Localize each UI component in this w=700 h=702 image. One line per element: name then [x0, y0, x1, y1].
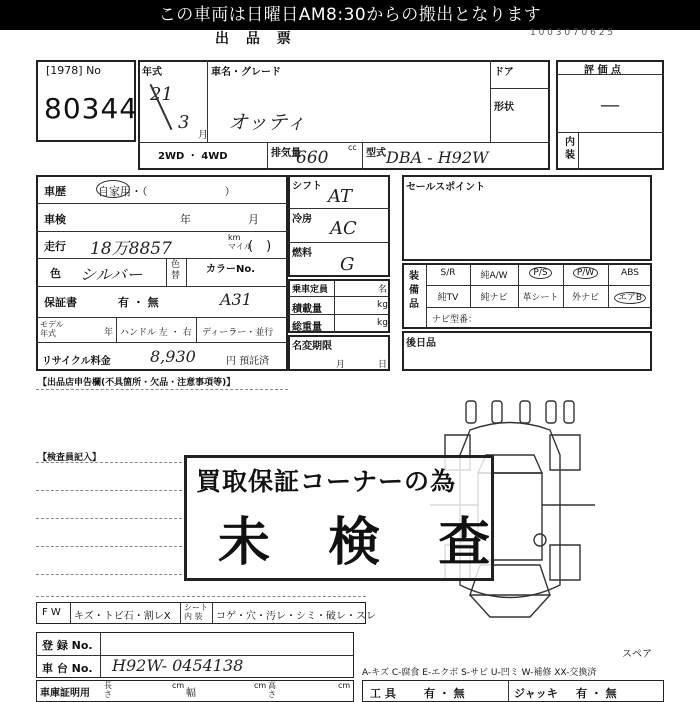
year-value: 21	[150, 84, 173, 105]
equip-power-windows-text: P/W	[573, 267, 598, 279]
equip-tv: 純TV	[437, 293, 459, 303]
displacement-value: 660	[296, 148, 329, 168]
equip-power-steering-text: P/S	[529, 267, 551, 279]
name-change-month: 月	[336, 360, 346, 370]
sales-point-label: セールスポイント	[406, 182, 486, 193]
type-label: 型式	[366, 148, 386, 159]
fw-items: キズ・トビ石・割レX	[74, 611, 171, 622]
notes-label: 後日品	[406, 338, 436, 349]
color-change-label: 色 替	[171, 260, 181, 281]
color-label: 色	[50, 267, 61, 280]
jack-value: 有 ・ 無	[576, 687, 617, 700]
name-change-label: 名変期限	[292, 341, 332, 352]
passengers-label: 乗車定員	[292, 285, 329, 295]
interior-label: 内 装	[565, 137, 575, 161]
recycle-label: リサイクル料金	[42, 356, 111, 367]
drive-label: 2WD ・ 4WD	[158, 151, 228, 162]
jack-label: ジャッキ	[514, 687, 558, 700]
month-value: 3	[178, 112, 190, 133]
aircon-label: 冷房	[292, 214, 312, 225]
tools-value: 有 ・ 無	[424, 687, 465, 700]
recycle-unit: 円 預託済	[226, 356, 270, 367]
equipment-label: 装 備 品	[409, 271, 419, 310]
equip-leather-seat: 革シート	[522, 293, 559, 303]
spare-label: スペア	[622, 649, 652, 660]
displacement-label: 排気量	[271, 148, 301, 159]
tools-row	[362, 680, 664, 702]
handle-label: ハンドル 左 ・ 右	[120, 328, 192, 338]
cert-height-label: 高 さ	[268, 681, 276, 699]
color-value: シルバー	[80, 265, 143, 284]
lot-number: 80344	[44, 92, 139, 125]
cert-width-label: 幅	[186, 688, 196, 699]
model-year-unit: 年	[104, 328, 114, 338]
pickup-notice-banner: この車両は日曜日AM8:30からの搬出となります	[0, 0, 700, 30]
name-change-day: 日	[378, 360, 388, 370]
shift-label: シフト	[292, 181, 322, 192]
year-label: 年式	[142, 67, 162, 78]
cert-height-cm: cm	[338, 681, 351, 690]
mileage-value: 18万8857	[90, 239, 172, 259]
mileage-label: 走行	[44, 240, 66, 253]
stamp-not-inspected: 未 検 査	[218, 513, 511, 573]
recycle-value: 8,930	[150, 347, 196, 366]
damage-code-legend: A-キズ C-腐食 E-エクボ S-サビ U-凹ミ W-補修 XX-交換済	[362, 668, 597, 678]
navi-model-label: ナビ型番：	[432, 315, 478, 325]
equip-aftermarket-navi: 外ナビ	[571, 293, 599, 303]
rating-label: 評 価 点	[584, 65, 621, 76]
fw-label: F W	[42, 607, 61, 618]
fuel-label: 燃料	[292, 248, 312, 259]
equip-alloy-wheels: 純A/W	[480, 271, 508, 281]
equip-airbag	[608, 290, 652, 303]
equip-power-steering	[518, 268, 563, 278]
equip-navi: 純ナビ	[480, 293, 508, 303]
seat-interior-label: シート 内 装	[184, 603, 208, 621]
shaken-year: 年	[180, 213, 191, 226]
equip-abs: ABS	[621, 268, 639, 278]
chassis-no-label: 車 台 No.	[42, 662, 93, 675]
warranty-label: 保証書	[44, 296, 77, 309]
type-value: DBA - H92W	[386, 148, 489, 167]
seller-report-label: 【出品店申告欄(不具箇所・欠品・注意事項等)】	[38, 378, 236, 388]
cert-width-cm: cm	[254, 681, 267, 690]
cert-length-cm: cm	[172, 681, 185, 690]
load-unit: kg	[377, 300, 388, 310]
warranty-value: 有 ・ 無	[118, 296, 159, 309]
shaken-label: 車検	[44, 213, 66, 226]
month-label: 月	[198, 130, 208, 141]
load-label: 積載量	[292, 304, 322, 315]
color-no-value: A31	[220, 290, 252, 309]
stamp-title: 買取保証コーナーの為	[196, 467, 457, 496]
chassis-no-value: H92W- 0454138	[112, 656, 244, 675]
inspector-label: 【検査員記入】	[38, 453, 102, 463]
rating-value: —	[600, 92, 620, 116]
total-weight-label: 総重量	[292, 322, 322, 333]
equip-sunroof: S/R	[440, 268, 456, 278]
fuel-value: G	[340, 254, 355, 275]
cert-length-label: 長 さ	[104, 681, 112, 699]
aircon-value: AC	[330, 218, 357, 239]
lot-small-label: [1978] No	[46, 64, 102, 77]
color-no-label: カラーNo.	[206, 264, 256, 275]
model-value: オッティ	[228, 110, 306, 134]
cc-label: cc	[348, 143, 357, 152]
total-weight-unit: kg	[377, 318, 388, 328]
equip-power-windows	[563, 268, 608, 278]
history-reki-label: 車歴	[44, 185, 66, 198]
registration-no-label: 登 録 No.	[42, 639, 93, 652]
mileage-unit: km マイル	[228, 233, 252, 251]
door-label: ドア	[494, 67, 514, 78]
model-year-label: モデル 年式	[40, 320, 64, 338]
equip-airbag-text: エアB	[614, 292, 646, 304]
history-reki-value: 自家用・（ ）	[98, 185, 236, 198]
shift-value: AT	[328, 186, 353, 207]
shaken-month: 月	[248, 213, 259, 226]
sheet-title: 出 品 票	[215, 31, 297, 47]
dealer-label: ディーラー・並行	[202, 328, 274, 338]
passengers-unit: 名	[378, 285, 388, 295]
seat-items: コゲ・穴・汚レ・シミ・破レ・スレ	[216, 611, 376, 622]
garage-cert-label: 車庫証明用	[40, 688, 90, 699]
notes-box	[402, 331, 652, 371]
shape-label: 形状	[494, 102, 514, 113]
model-label: 車名・グレード	[211, 67, 281, 78]
tools-label: 工 具	[370, 687, 396, 700]
mileage-paren: ( )	[248, 239, 272, 254]
sheet-serial: 1 0 0 3 0 7 0 6 2 5	[530, 28, 614, 38]
